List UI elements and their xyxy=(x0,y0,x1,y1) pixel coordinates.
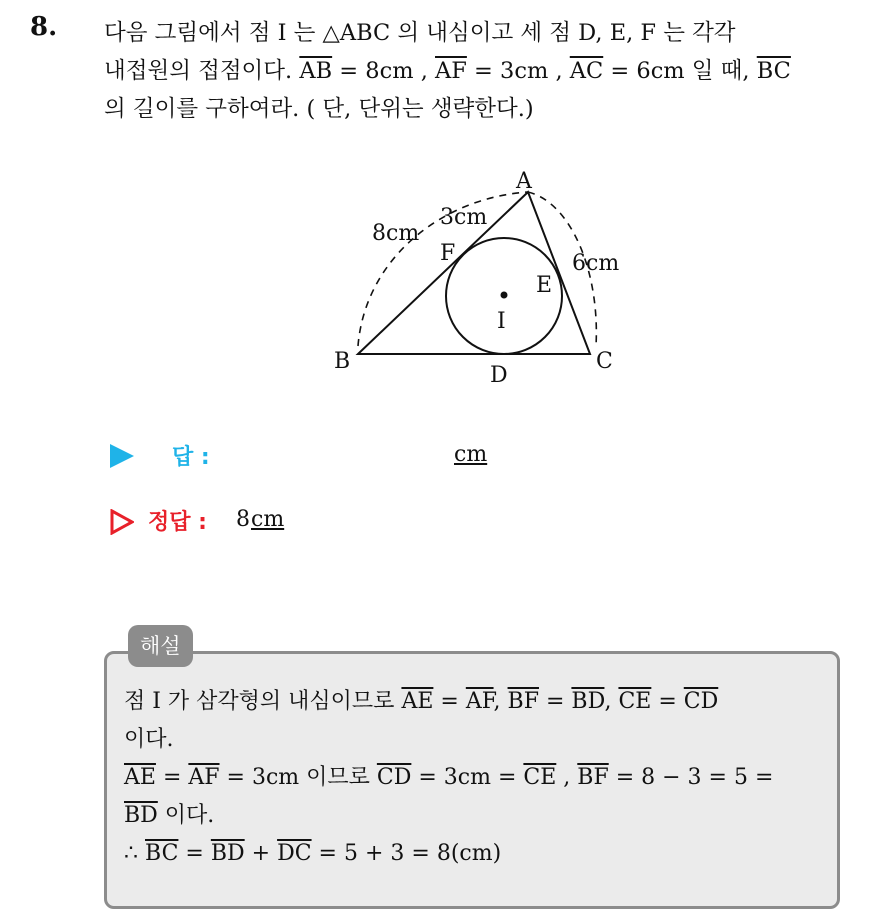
length-label-af: 3cm xyxy=(440,205,488,230)
segment-bf: $\overline{BF}$ xyxy=(577,765,609,790)
segment-af: $\overline{AF}$ xyxy=(435,58,467,84)
solution-tag: 해설 xyxy=(128,625,193,667)
solution-text-part: , xyxy=(493,689,508,714)
incenter-label-i: I xyxy=(497,309,506,334)
solution-text-part: = xyxy=(433,689,466,714)
segment-af: $\overline{AF}$ xyxy=(465,689,494,714)
segment-ae: $\overline{AE}$ xyxy=(124,765,156,790)
segment-cd: $\overline{CD}$ xyxy=(376,765,412,790)
segment-ab: $\overline{AB}$ xyxy=(299,58,333,84)
solution-text-part: 이다. xyxy=(157,803,215,828)
question-text xyxy=(104,14,864,128)
segment-ae: $\overline{AE}$ xyxy=(401,689,434,714)
solution-text-part: = 3cm = xyxy=(411,765,524,790)
tangent-label-f: F xyxy=(440,241,456,266)
question-line-3: 의 길이를 구하여라. ( 단, 단위는 생략한다.) xyxy=(104,96,534,122)
segment-bc: $\overline{BC}$ xyxy=(145,841,179,866)
question-text-part: = 3cm , xyxy=(466,58,570,84)
segment-ce: $\overline{CE}$ xyxy=(618,689,652,714)
incircle-figure xyxy=(320,160,640,390)
solution-line-4 xyxy=(124,797,834,835)
question-text-part: = 8cm , xyxy=(332,58,436,84)
correct-answer-label: 정답 : xyxy=(148,510,207,535)
solution-text-part: = xyxy=(651,689,684,714)
vertex-label-c: C xyxy=(596,349,613,374)
length-label-ac: 6cm xyxy=(572,251,620,276)
solution-text-part: , xyxy=(604,689,619,714)
correct-answer-value: 8 xyxy=(236,507,250,532)
play-arrow-icon xyxy=(110,444,134,468)
question-line-1: 다음 그림에서 점 I 는 △ABC 의 내심이고 세 점 D, E, F 는 각각 xyxy=(104,20,736,46)
segment-dc: $\overline{DC}$ xyxy=(277,841,312,866)
correct-answer-row xyxy=(110,505,610,545)
solution-text-part: = xyxy=(538,689,572,714)
solution-text-part: = xyxy=(178,841,211,866)
segment-bd: $\overline{BD}$ xyxy=(571,689,605,714)
segment-bd: $\overline{BD}$ xyxy=(124,803,158,828)
outline-arrow-icon xyxy=(110,509,134,535)
solution-text-part: = 3cm 이므로 xyxy=(219,765,377,790)
solution-line-1 xyxy=(124,683,834,721)
segment-ce: $\overline{CE}$ xyxy=(523,765,557,790)
question-text-part: = 6cm 일 때, xyxy=(603,58,757,84)
solution-text xyxy=(124,683,834,873)
answer-row xyxy=(110,440,610,480)
segment-cd: $\overline{CD}$ xyxy=(683,689,719,714)
segment-bd: $\overline{BD}$ xyxy=(210,841,245,866)
solution-line-2: 이다. xyxy=(124,727,174,752)
length-label-ab: 8cm xyxy=(372,221,420,246)
solution-text-part: = 5 + 3 = 8(cm) xyxy=(311,841,502,866)
question-line-2 xyxy=(104,52,864,90)
solution-text-part: = 8 − 3 = 5 = xyxy=(608,765,774,790)
question-text-part: 내접원의 접점이다. xyxy=(104,58,300,84)
answer-label: 답 : xyxy=(172,445,210,470)
tangent-label-e: E xyxy=(536,273,553,298)
vertex-label-a: A xyxy=(516,169,532,194)
solution-line-3 xyxy=(124,759,834,797)
solution-text-part: , xyxy=(556,765,578,790)
segment-bf: $\overline{BF}$ xyxy=(507,689,539,714)
solution-text-part: 점 I 가 삼각형의 내심이므로 xyxy=(124,689,402,714)
correct-answer-unit: cm xyxy=(251,507,285,532)
segment-ac: $\overline{AC}$ xyxy=(569,58,604,84)
tangent-label-d: D xyxy=(490,363,508,388)
segment-af: $\overline{AF}$ xyxy=(188,765,220,790)
question-number: 8. xyxy=(30,12,58,42)
solution-text-part: + xyxy=(244,841,278,866)
segment-bc: $\overline{BC}$ xyxy=(756,58,791,84)
vertex-label-b: B xyxy=(334,349,351,374)
solution-line-5 xyxy=(124,835,834,873)
therefore-symbol: ∴ xyxy=(124,841,145,866)
answer-unit: cm xyxy=(454,442,488,467)
incenter-point xyxy=(501,292,508,299)
solution-text-part: = xyxy=(155,765,189,790)
